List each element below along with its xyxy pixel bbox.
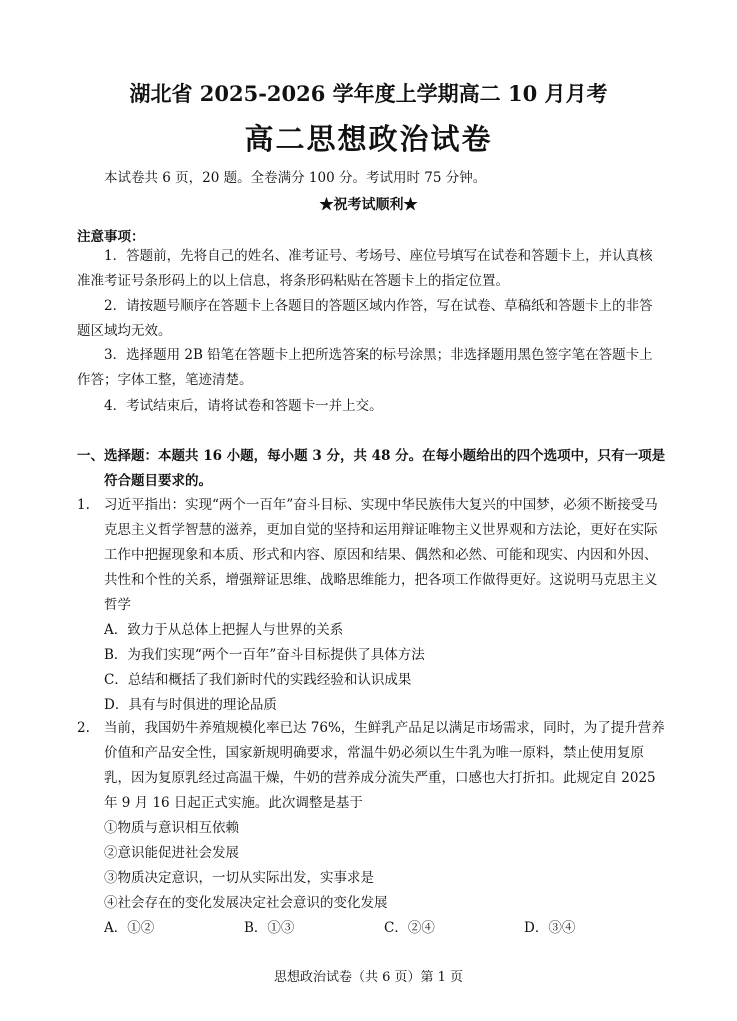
option-a: A．致力于从总体上把握人与世界的关系 <box>104 622 344 638</box>
question-2 <box>77 716 667 941</box>
statement-3: ③物质决定意识，一切从实际出发，实事求是 <box>104 870 374 886</box>
option-d: D．具有与时俱进的理论品质 <box>104 697 277 713</box>
paper-title: 高二思想政治试卷 <box>244 122 493 156</box>
section-number: 一、 <box>77 448 104 464</box>
notice-heading: 注意事项： <box>77 229 145 245</box>
section-instructions: 选择题：本题共 16 小题，每小题 3 分，共 48 分。在每小题给出的四个选项中，只有一项是符合题目要求的。 <box>104 448 666 489</box>
statement-2: ②意识能促进社会发展 <box>104 845 239 861</box>
notice-item-4: 4．考试结束后，请将试卷和答题卡一并上交。 <box>104 398 383 414</box>
statement-4: ④社会存在的变化发展决定社会意识的变化发展 <box>104 895 388 911</box>
option-row <box>104 916 667 941</box>
notice-item-3: 3．选择题用 2B 铅笔在答题卡上把所选答案的标号涂黑；非选择题用黑色签字笔在答题卡上作答；字体工整，笔迹清楚。 <box>77 347 653 388</box>
page-footer: 思想政治试卷（共 6 页）第 1 页 <box>273 970 464 985</box>
option-d: D．③④ <box>524 920 576 936</box>
notice-item-2: 2．请按题号顺序在答题卡上各题目的答题区域内作答，写在试卷、草稿纸和答题卡上的非答题区域均无效。 <box>77 298 653 339</box>
notice-item-1: 1．答题前，先将自己的姓名、准考证号、考场号、座位号填写在试卷和答题卡上，并认真核准准考证号条形码上的以上信息，将条形码粘贴在答题卡上的指定位置。 <box>77 248 653 289</box>
exam-intro: 本试卷共 6 页，20 题。全卷满分 100 分。考试用时 75 分钟。 <box>104 170 487 186</box>
question-1 <box>77 493 667 718</box>
option-c: C．总结和概括了我们新时代的实践经验和认识成果 <box>104 672 412 688</box>
question-number: 2. <box>77 720 90 736</box>
exam-title: 湖北省 2025-2026 学年度上学期高二 10 月月考 <box>129 81 608 106</box>
good-luck-banner: ★祝考试顺利★ <box>319 197 418 213</box>
option-b: B．①③ <box>244 920 295 936</box>
question-number: 1. <box>77 497 90 513</box>
option-a: A．①② <box>104 920 155 936</box>
question-stem: 当前，我国奶牛养殖规模化率已达 76%，生鲜乳产品足以满足市场需求，同时，为了提升营养价值和产品安全性，国家新规明确要求，常温牛奶必须以生牛乳为唯一原料，禁止使用复原乳，因为复原乳经过高温干燥，牛奶的营养成分流失严重，口感也大打折扣。此规定自 2025 年 9 月 16 日起正式实施。此次调整是基于 <box>104 720 665 811</box>
section-heading <box>77 444 667 494</box>
option-b: B．为我们实现“两个一百年”奋斗目标提供了具体方法 <box>104 647 425 663</box>
question-stem: 习近平指出：实现“两个一百年”奋斗目标、实现中华民族伟大复兴的中国梦，必须不断接受马克思主义哲学智慧的滋养，更加自觉的坚持和运用辩证唯物主义世界观和方法论，更好在实际工作中把握现象和本质、形式和内容、原因和结果、偶然和必然、可能和现实、内因和外因、共性和个性的关系，增强辩证思维、战略思维能力，把各项工作做得更好。这说明马克思主义哲学 <box>104 497 658 613</box>
statement-1: ①物质与意识相互依赖 <box>104 820 239 836</box>
option-c: C．②④ <box>384 920 435 936</box>
